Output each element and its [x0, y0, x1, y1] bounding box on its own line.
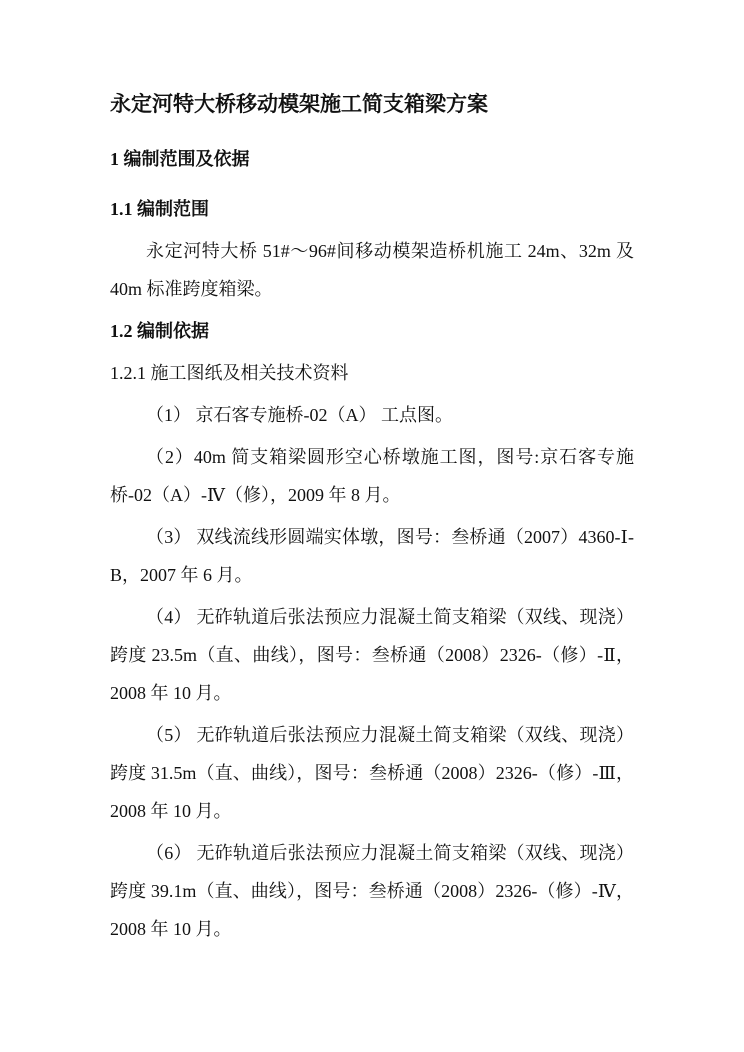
reference-item-1: （1） 京石客专施桥-02（A） 工点图。	[146, 405, 453, 425]
reference-item-5: （5） 无砟轨道后张法预应力混凝土简支箱梁（双线、现浇）跨度 31.5m（直、曲线），图号：叁桥通（2008）2326-（修）-Ⅲ，2008 年 10 月。	[110, 725, 634, 821]
scope-paragraph: 永定河特大桥 51#～96#间移动模架造桥机施工 24m、32m 及 40m 标准跨度箱梁。	[110, 241, 634, 299]
reference-item-3: （3） 双线流线形圆端实体墩，图号：叁桥通（2007）4360-Ⅰ-B，2007 年 6 月。	[110, 527, 634, 585]
reference-item-4: （4） 无砟轨道后张法预应力混凝土简支箱梁（双线、现浇）跨度 23.5m（直、曲线），图号：叁桥通（2008）2326-（修）-Ⅱ，2008 年 10 月。	[110, 607, 634, 703]
section-1-2-heading: 1.2 编制依据	[110, 321, 209, 341]
reference-item-6: （6） 无砟轨道后张法预应力混凝土简支箱梁（双线、现浇）跨度 39.1m（直、曲线），图号：叁桥通（2008）2326-（修）-Ⅳ，2008 年 10 月。	[110, 843, 634, 939]
reference-item-2: （2）40m 简支箱梁圆形空心桥墩施工图，图号:京石客专施桥-02（A）-Ⅳ（修），2009 年 8 月。	[110, 447, 634, 505]
section-1-heading: 1 编制范围及依据	[110, 149, 250, 169]
section-1-2-1-heading: 1.2.1 施工图纸及相关技术资料	[110, 363, 349, 383]
section-1-1-heading: 1.1 编制范围	[110, 199, 209, 219]
document-body	[110, 84, 634, 948]
document-title: 永定河特大桥移动模架施工简支箱梁方案	[110, 92, 488, 116]
